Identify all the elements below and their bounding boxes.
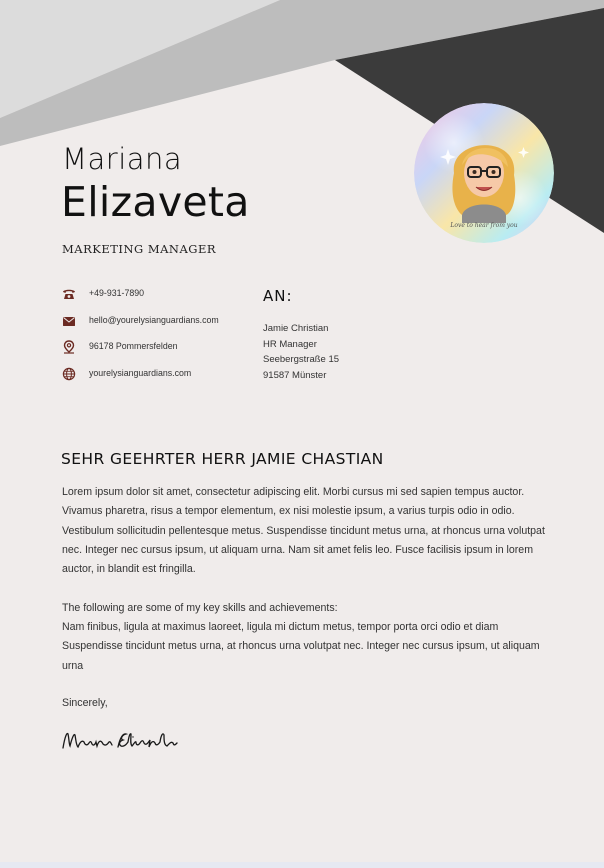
phone-icon [62, 287, 76, 301]
job-title: MARKETING MANAGER [62, 242, 217, 256]
page-bottom-strip [0, 862, 604, 868]
letter-paragraph-1: Lorem ipsum dolor sit amet, consectetur adipiscing elit. Morbi cursus mi sed sapien tempus auctor. Vivamus pharetra, risus a tempor elementum, ex nisi molestie ipsum, a varius turpis odio in odio. Vestibulum sollicitudin pellentesque metus. Suspendisse tincidunt metus urna, at rhoncus urna volutpat nec. Integer nec cursus ipsum, ut aliquam urna. Nam sit amet felis leo. Fusce facilisis ipsum in lorem auctor, in blandit est fringilla. [62, 486, 545, 576]
recipient-position: HR Manager [263, 338, 317, 350]
letter-body [62, 483, 552, 676]
handwritten-signature [60, 726, 180, 754]
avatar-illustration [414, 103, 554, 243]
location-icon [62, 340, 76, 354]
contact-item-location [62, 339, 178, 366]
contact-item-email [62, 313, 219, 340]
letter-closing: Sincerely, [62, 697, 108, 709]
contact-website[interactable]: yourelysianguardians.com [89, 367, 192, 378]
contact-item-website [62, 366, 192, 393]
first-name: Mariana [62, 142, 183, 176]
last-name: Elizaveta [61, 178, 250, 226]
contact-address: 96178 Pommersfelden [89, 341, 178, 351]
recipient-city: 91587 Münster [263, 369, 327, 381]
avatar-caption: Love to hear from you [450, 222, 518, 229]
contact-phone[interactable]: +49-931-7890 [89, 288, 145, 298]
contact-item-phone [62, 286, 145, 313]
contact-email[interactable]: hello@yourelysianguardians.com [89, 314, 219, 325]
letter-paragraph-2: Nam finibus, ligula at maximus laoreet, ligula mi dictum metus, tempor porta orci odio et diam Suspendisse tincidunt metus urna, at rhoncus urna volutpat nec. Integer nec cursus ipsum, ut aliquam urna [62, 621, 540, 672]
recipient-street: Seebergstraße 15 [263, 354, 340, 365]
letter-paragraph-2-intro: The following are some of my key skills and achievements: [62, 601, 338, 614]
email-icon [62, 314, 76, 328]
recipient-block [263, 287, 339, 383]
contact-list [62, 286, 219, 392]
avatar [414, 103, 554, 243]
globe-icon [62, 367, 76, 381]
recipient-heading: AN: [263, 287, 293, 305]
letter-salutation: SEHR GEEHRTER HERR JAMIE CHASTIAN [61, 450, 384, 468]
recipient-name: Jamie Christian [263, 323, 329, 334]
